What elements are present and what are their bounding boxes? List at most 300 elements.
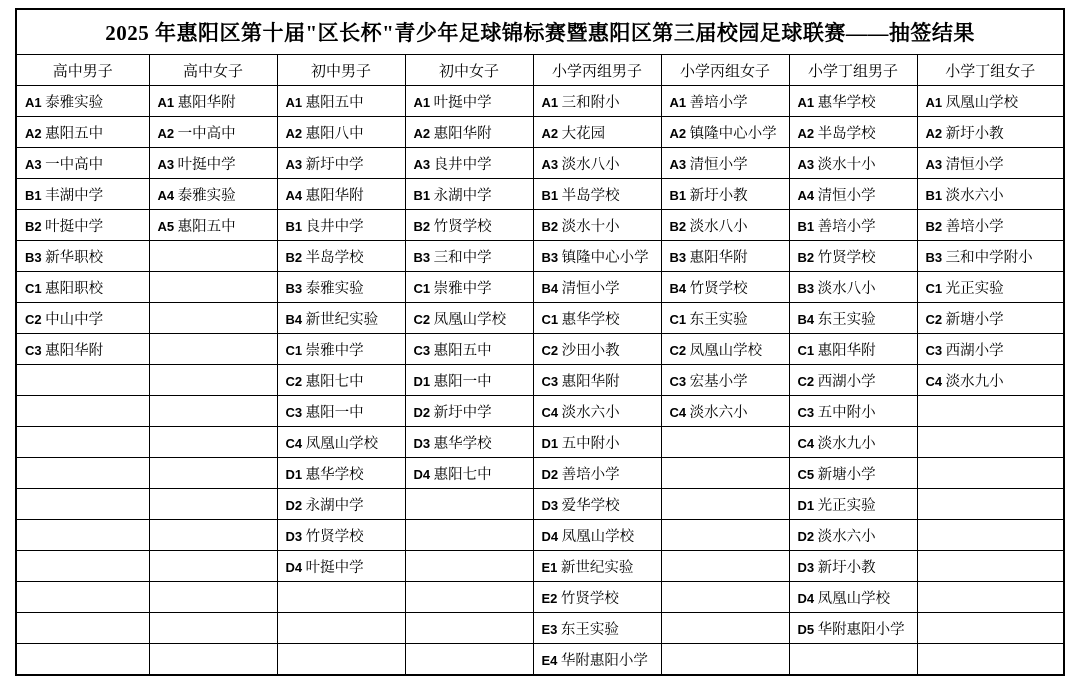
team-school-name: 叶挺中学 (45, 218, 104, 235)
team-group-code: A2 (25, 125, 42, 141)
team-school-name: 善培小学 (689, 94, 748, 111)
team-cell (917, 365, 1064, 396)
team-school-name: 西湖小学 (817, 373, 876, 390)
empty-cell (149, 334, 277, 365)
team-school-name: 泰雅实验 (45, 94, 104, 111)
team-school-name: 镇隆中心小学 (689, 125, 777, 142)
team-cell (533, 644, 661, 676)
team-group-code: E1 (541, 559, 558, 575)
empty-cell (661, 551, 789, 582)
team-school-name: 新圩小教 (817, 559, 876, 576)
team-group-code: A2 (925, 125, 943, 141)
team-school-name: 淡水八小 (561, 156, 620, 173)
team-school-name: 清恒小学 (689, 156, 748, 173)
team-group-code: A3 (25, 156, 42, 172)
team-school-name: 永湖中学 (305, 497, 364, 514)
team-group-code: C5 (797, 466, 815, 482)
empty-cell (405, 613, 533, 644)
team-group-code: B2 (413, 218, 431, 234)
empty-cell (661, 458, 789, 489)
team-cell (917, 303, 1064, 334)
team-school-name: 惠华学校 (817, 94, 876, 111)
team-school-name: 东王实验 (560, 621, 619, 638)
empty-cell (149, 272, 277, 303)
team-cell (16, 86, 149, 117)
team-group-code: B3 (25, 249, 42, 265)
empty-cell (277, 644, 405, 676)
team-group-code: B3 (669, 249, 687, 265)
team-cell (917, 272, 1064, 303)
team-cell (277, 551, 405, 582)
team-cell (149, 117, 277, 148)
team-group-code: D2 (285, 497, 303, 513)
team-cell (533, 396, 661, 427)
empty-cell (917, 520, 1064, 551)
team-school-name: 善培小学 (561, 466, 620, 483)
team-cell (917, 86, 1064, 117)
empty-cell (16, 644, 149, 676)
team-school-name: 淡水六小 (945, 187, 1004, 204)
team-school-name: 淡水六小 (561, 404, 620, 421)
team-cell (277, 489, 405, 520)
empty-cell (917, 396, 1064, 427)
team-cell (789, 334, 917, 365)
table-row (16, 365, 1064, 396)
team-cell (789, 458, 917, 489)
empty-cell (405, 582, 533, 613)
empty-cell (917, 551, 1064, 582)
team-group-code: D1 (541, 435, 559, 451)
team-school-name: 淡水九小 (945, 373, 1004, 390)
empty-cell (661, 489, 789, 520)
team-group-code: D1 (285, 466, 303, 482)
team-school-name: 叶挺中学 (305, 559, 364, 576)
team-group-code: C2 (925, 311, 943, 327)
team-group-code: C3 (669, 373, 687, 389)
team-school-name: 东王实验 (817, 311, 876, 328)
team-group-code: A3 (413, 156, 431, 172)
team-school-name: 惠阳五中 (177, 218, 236, 235)
team-school-name: 凤凰山学校 (945, 94, 1019, 111)
team-cell (789, 489, 917, 520)
team-group-code: B3 (541, 249, 559, 265)
team-school-name: 新塘小学 (945, 311, 1004, 328)
team-school-name: 三和附小 (561, 94, 620, 111)
team-group-code: A3 (285, 156, 303, 172)
team-cell (917, 241, 1064, 272)
team-cell (533, 241, 661, 272)
team-group-code: D1 (797, 497, 815, 513)
team-school-name: 惠阳一中 (433, 373, 492, 390)
team-group-code: C4 (541, 404, 559, 420)
team-school-name: 惠华学校 (433, 435, 492, 452)
team-school-name: 三和中学 (433, 249, 492, 266)
empty-cell (277, 582, 405, 613)
empty-cell (16, 396, 149, 427)
table-row (16, 613, 1064, 644)
team-school-name: 爱华学校 (561, 497, 620, 514)
title-row (16, 9, 1064, 55)
team-cell (789, 303, 917, 334)
team-school-name: 中山中学 (45, 311, 104, 328)
team-group-code: A3 (797, 156, 815, 172)
empty-cell (277, 613, 405, 644)
empty-cell (405, 551, 533, 582)
team-group-code: B2 (285, 249, 303, 265)
team-group-code: A3 (669, 156, 687, 172)
column-header: 小学丙组男子 (533, 55, 661, 86)
team-school-name: 新世纪实验 (305, 311, 379, 328)
team-group-code: C1 (285, 342, 303, 358)
team-group-code: E3 (541, 621, 558, 637)
team-group-code: A3 (925, 156, 943, 172)
team-cell (789, 613, 917, 644)
team-cell (405, 272, 533, 303)
team-group-code: B2 (541, 218, 559, 234)
table-row (16, 396, 1064, 427)
table-row (16, 458, 1064, 489)
team-school-name: 新世纪实验 (560, 559, 634, 576)
team-group-code: C2 (669, 342, 687, 358)
team-group-code: C3 (797, 404, 815, 420)
team-cell (789, 551, 917, 582)
empty-cell (16, 520, 149, 551)
team-group-code: A2 (669, 125, 687, 141)
team-school-name: 竹贤学校 (689, 280, 748, 297)
team-group-code: E2 (541, 590, 558, 606)
team-cell (917, 148, 1064, 179)
team-cell (405, 210, 533, 241)
team-group-code: C4 (797, 435, 815, 451)
team-cell (405, 458, 533, 489)
team-school-name: 竹贤学校 (305, 528, 364, 545)
empty-cell (789, 644, 917, 676)
team-school-name: 新圩中学 (305, 156, 364, 173)
team-group-code: B4 (285, 311, 303, 327)
team-group-code: D2 (541, 466, 559, 482)
empty-cell (149, 303, 277, 334)
column-header: 高中男子 (16, 55, 149, 86)
team-school-name: 西湖小学 (945, 342, 1004, 359)
table-row (16, 148, 1064, 179)
team-cell (789, 427, 917, 458)
team-cell (661, 303, 789, 334)
team-cell (277, 427, 405, 458)
team-school-name: 新圩中学 (433, 404, 492, 421)
team-cell (533, 148, 661, 179)
empty-cell (661, 520, 789, 551)
team-cell (917, 210, 1064, 241)
team-school-name: 崇雅中学 (433, 280, 492, 297)
team-cell (533, 365, 661, 396)
team-cell (789, 241, 917, 272)
team-cell (661, 396, 789, 427)
team-school-name: 凤凰山学校 (817, 590, 891, 607)
team-group-code: B2 (669, 218, 687, 234)
team-school-name: 惠阳职校 (45, 280, 104, 297)
team-group-code: B3 (285, 280, 303, 296)
team-cell (533, 489, 661, 520)
team-school-name: 五中附小 (817, 404, 876, 421)
team-school-name: 镇隆中心小学 (561, 249, 649, 266)
team-group-code: C2 (797, 373, 815, 389)
team-school-name: 惠阳一中 (305, 404, 364, 421)
team-group-code: C1 (413, 280, 431, 296)
team-group-code: D3 (413, 435, 431, 451)
empty-cell (149, 365, 277, 396)
team-group-code: B2 (797, 249, 815, 265)
team-cell (277, 458, 405, 489)
team-school-name: 五中附小 (561, 435, 620, 452)
team-cell (533, 613, 661, 644)
team-school-name: 惠阳七中 (433, 466, 492, 483)
team-group-code: B3 (797, 280, 815, 296)
draw-results-table (15, 8, 1065, 676)
team-school-name: 竹贤学校 (433, 218, 492, 235)
table-row (16, 303, 1064, 334)
team-school-name: 良井中学 (433, 156, 492, 173)
team-school-name: 清恒小学 (561, 280, 620, 297)
team-group-code: D4 (285, 559, 303, 575)
team-group-code: D3 (285, 528, 303, 544)
team-cell (533, 303, 661, 334)
empty-cell (16, 489, 149, 520)
team-cell (149, 148, 277, 179)
team-cell (277, 148, 405, 179)
team-group-code: C1 (797, 342, 815, 358)
team-cell (277, 272, 405, 303)
team-school-name: 竹贤学校 (560, 590, 619, 607)
team-school-name: 宏基小学 (689, 373, 748, 390)
team-school-name: 惠华学校 (305, 466, 364, 483)
table-row (16, 272, 1064, 303)
empty-cell (149, 458, 277, 489)
empty-cell (16, 458, 149, 489)
team-group-code: C3 (541, 373, 559, 389)
team-group-code: C3 (925, 342, 943, 358)
team-group-code: C2 (285, 373, 303, 389)
team-cell (789, 520, 917, 551)
table-row (16, 427, 1064, 458)
team-school-name: 惠阳八中 (305, 125, 364, 142)
team-cell (661, 334, 789, 365)
team-cell (405, 365, 533, 396)
team-group-code: C1 (669, 311, 687, 327)
team-group-code: B1 (925, 187, 943, 203)
team-cell (661, 117, 789, 148)
team-cell (661, 272, 789, 303)
team-school-name: 一中高中 (177, 125, 236, 142)
team-school-name: 一中高中 (45, 156, 104, 173)
team-cell (405, 241, 533, 272)
team-cell (533, 551, 661, 582)
team-school-name: 永湖中学 (433, 187, 492, 204)
team-cell (149, 86, 277, 117)
team-cell (405, 117, 533, 148)
team-group-code: A2 (285, 125, 303, 141)
table-row (16, 210, 1064, 241)
team-cell (789, 86, 917, 117)
team-school-name: 良井中学 (305, 218, 364, 235)
team-group-code: C2 (541, 342, 559, 358)
team-cell (16, 241, 149, 272)
team-group-code: C1 (541, 311, 559, 327)
team-school-name: 惠华学校 (561, 311, 620, 328)
team-group-code: B2 (25, 218, 42, 234)
team-school-name: 新塘小学 (817, 466, 876, 483)
team-group-code: A1 (285, 94, 303, 110)
team-school-name: 竹贤学校 (817, 249, 876, 266)
team-cell (16, 148, 149, 179)
team-school-name: 善培小学 (945, 218, 1004, 235)
empty-cell (149, 551, 277, 582)
team-group-code: D2 (413, 404, 431, 420)
team-group-code: A5 (157, 218, 175, 234)
empty-cell (149, 396, 277, 427)
team-group-code: A2 (797, 125, 815, 141)
team-school-name: 大花园 (561, 125, 606, 142)
team-cell (277, 365, 405, 396)
empty-cell (149, 489, 277, 520)
team-cell (533, 520, 661, 551)
column-header: 高中女子 (149, 55, 277, 86)
team-group-code: B3 (413, 249, 431, 265)
team-group-code: A4 (285, 187, 303, 203)
team-group-code: D4 (541, 528, 559, 544)
team-school-name: 新圩小教 (945, 125, 1004, 142)
team-cell (405, 396, 533, 427)
team-cell (661, 179, 789, 210)
team-school-name: 淡水六小 (689, 404, 748, 421)
table-row (16, 117, 1064, 148)
empty-cell (405, 489, 533, 520)
team-group-code: D4 (797, 590, 815, 606)
table-row (16, 241, 1064, 272)
team-group-code: B1 (285, 218, 303, 234)
team-group-code: B3 (925, 249, 943, 265)
team-cell (16, 117, 149, 148)
team-school-name: 凤凰山学校 (689, 342, 763, 359)
page-title: 2025 年惠阳区第十届"区长杯"青少年足球锦标赛暨惠阳区第三届校园足球联赛——抽签结果 (16, 9, 1064, 55)
team-group-code: B1 (541, 187, 559, 203)
team-group-code: C3 (25, 342, 42, 358)
team-group-code: B4 (541, 280, 559, 296)
team-group-code: A1 (797, 94, 815, 110)
empty-cell (16, 582, 149, 613)
team-cell (661, 86, 789, 117)
team-school-name: 新华职校 (45, 249, 104, 266)
team-school-name: 三和中学附小 (945, 249, 1033, 266)
team-group-code: A3 (541, 156, 559, 172)
column-header: 初中女子 (405, 55, 533, 86)
team-group-code: B1 (669, 187, 687, 203)
empty-cell (149, 613, 277, 644)
team-school-name: 淡水六小 (817, 528, 876, 545)
team-group-code: D5 (797, 621, 815, 637)
team-group-code: C2 (25, 311, 42, 327)
team-group-code: D1 (413, 373, 431, 389)
team-cell (277, 210, 405, 241)
team-school-name: 半岛学校 (305, 249, 364, 266)
team-cell (661, 210, 789, 241)
team-cell (789, 582, 917, 613)
team-cell (789, 365, 917, 396)
team-school-name: 惠阳华附 (561, 373, 620, 390)
empty-cell (149, 427, 277, 458)
empty-cell (149, 241, 277, 272)
empty-cell (661, 582, 789, 613)
team-school-name: 崇雅中学 (305, 342, 364, 359)
table-header-row (16, 55, 1064, 86)
team-cell (789, 148, 917, 179)
team-cell (533, 427, 661, 458)
team-school-name: 淡水八小 (817, 280, 876, 297)
team-group-code: A1 (25, 94, 42, 110)
empty-cell (16, 613, 149, 644)
team-school-name: 淡水八小 (689, 218, 748, 235)
team-school-name: 惠阳华附 (45, 342, 104, 359)
team-cell (277, 241, 405, 272)
team-school-name: 光正实验 (817, 497, 876, 514)
team-school-name: 惠阳七中 (305, 373, 364, 390)
team-group-code: B1 (413, 187, 431, 203)
team-group-code: A3 (157, 156, 175, 172)
team-group-code: A4 (797, 187, 815, 203)
empty-cell (16, 551, 149, 582)
team-cell (533, 334, 661, 365)
empty-cell (661, 644, 789, 676)
team-cell (533, 210, 661, 241)
team-group-code: D4 (413, 466, 431, 482)
team-cell (405, 86, 533, 117)
team-cell (533, 86, 661, 117)
team-school-name: 光正实验 (945, 280, 1004, 297)
team-cell (917, 117, 1064, 148)
team-group-code: C4 (669, 404, 687, 420)
team-school-name: 东王实验 (689, 311, 748, 328)
team-group-code: D3 (797, 559, 815, 575)
table-row (16, 334, 1064, 365)
team-group-code: C3 (413, 342, 431, 358)
team-cell (405, 334, 533, 365)
team-group-code: A1 (925, 94, 943, 110)
empty-cell (917, 489, 1064, 520)
empty-cell (917, 644, 1064, 676)
team-cell (789, 396, 917, 427)
team-school-name: 凤凰山学校 (305, 435, 379, 452)
team-cell (16, 334, 149, 365)
team-group-code: C2 (413, 311, 431, 327)
team-group-code: B4 (669, 280, 687, 296)
team-school-name: 半岛学校 (817, 125, 876, 142)
team-school-name: 泰雅实验 (177, 187, 236, 204)
team-school-name: 半岛学校 (561, 187, 620, 204)
table-row (16, 551, 1064, 582)
team-cell (661, 241, 789, 272)
team-group-code: D3 (541, 497, 559, 513)
team-school-name: 惠阳五中 (433, 342, 492, 359)
team-group-code: C1 (925, 280, 943, 296)
team-group-code: C4 (925, 373, 943, 389)
team-school-name: 新圩小教 (689, 187, 748, 204)
team-cell (533, 582, 661, 613)
team-group-code: B4 (797, 311, 815, 327)
team-cell (533, 272, 661, 303)
team-group-code: C3 (285, 404, 303, 420)
empty-cell (16, 365, 149, 396)
team-cell (533, 117, 661, 148)
empty-cell (661, 427, 789, 458)
